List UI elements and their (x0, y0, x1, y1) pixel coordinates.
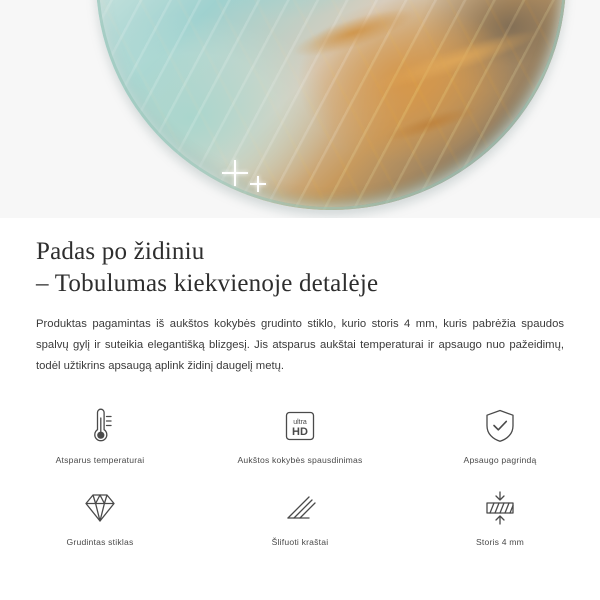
ultra-hd-icon (281, 404, 319, 448)
headline-line-2: – Tobulumas kiekvienoje detalėje (36, 270, 379, 297)
feature-item-tempered-glass (0, 478, 200, 560)
feature-label: Aukštos kokybės spausdinimas (237, 455, 363, 465)
shield-check-icon (483, 404, 517, 448)
thermometer-icon (83, 404, 117, 448)
polished-edges-icon (280, 486, 320, 530)
feature-item-print-quality (200, 396, 400, 478)
feature-item-surface-protection (400, 396, 600, 478)
feature-label: Storis 4 mm (475, 537, 525, 547)
hero-image (0, 0, 600, 218)
marble-glass-disc (96, 0, 566, 210)
feature-label: Apsaugo pagrindą (463, 455, 537, 465)
headline-line-1: Padas po židiniu (36, 238, 205, 265)
feature-label: Atsparus temperaturai (55, 455, 145, 465)
feature-grid (0, 396, 600, 560)
feature-item-thickness (400, 478, 600, 560)
svg-text:HD: HD (292, 426, 308, 438)
page-title (0, 218, 600, 300)
feature-label: Šlifuoti kraštai (271, 537, 329, 547)
svg-text:ultra: ultra (293, 419, 307, 426)
diamond-icon (80, 486, 120, 530)
feature-label: Grudintas stiklas (66, 537, 134, 547)
thickness-arrows-icon (480, 486, 520, 530)
content-block (0, 218, 600, 377)
feature-item-temperature (0, 396, 200, 478)
feature-item-polished-edges (200, 478, 400, 560)
description-paragraph: Produktas pagamintas iš aukštos kokybės grudinto stiklo, kurio storis 4 mm, kuris pabrėžia spaudos spalvų gylį ir suteikia elegantišką blizgesį. Jis atsparus aukštai temperaturai ir apsaugo nuo pažeidimų, todėl užtikrins apsaugą aplink židinį daugelį metų. (36, 318, 564, 372)
